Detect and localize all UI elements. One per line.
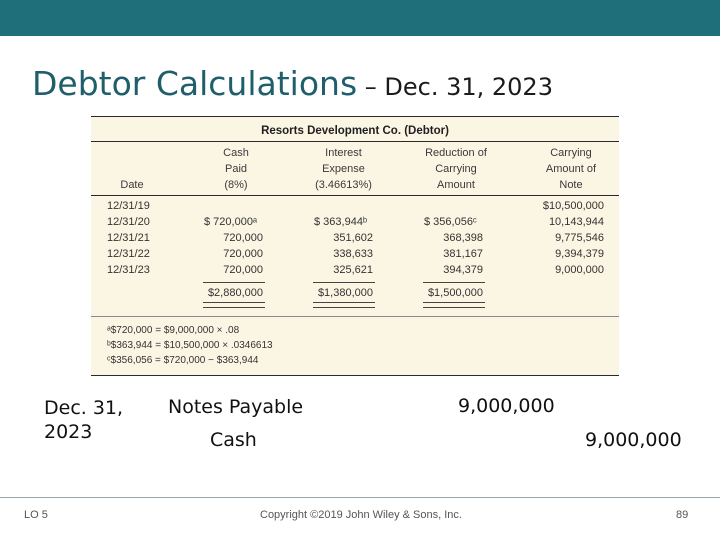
journal-credit-account: Cash [210,429,257,451]
footer-lo: LO 5 [24,509,48,521]
table-header-rule [91,195,619,196]
journal-debit-amount: 9,000,000 [458,395,555,417]
total-interest: $1,380,000 [317,287,373,299]
footnote-c: ᶜ$356,056 = $720,000 − $363,944 [107,355,259,366]
header-interest-expense: Interest Expense (3.46613%) [315,147,372,191]
top-band [0,0,720,36]
total-double-rule [423,302,485,308]
cell-reduction: $ 356,056ᶜ [424,216,477,228]
cell-interest: 338,633 [333,248,373,260]
cell-cash: 720,000 [223,232,263,244]
title-sub: – Dec. 31, 2023 [357,73,553,101]
footer-copyright: Copyright ©2019 John Wiley & Sons, Inc. [260,509,462,521]
cell-interest: 351,602 [333,232,373,244]
table-top-rule [91,116,619,117]
header-date: Date [120,179,144,191]
cell-reduction: 368,398 [443,232,483,244]
cell-reduction: 394,379 [443,264,483,276]
cell-cash: 720,000 [223,248,263,260]
cell-carrying: 9,394,379 [555,248,604,260]
title-main: Debtor Calculations [32,64,358,103]
cell-interest: 325,621 [333,264,373,276]
amortization-table [91,116,619,376]
subtotal-rule [423,282,485,283]
table-title-rule [91,141,619,142]
footer-page-number: 89 [676,509,689,521]
header-carrying-amount: Carrying Amount of Note [545,147,597,191]
cell-date: 12/31/21 [107,232,150,244]
cell-carrying: $10,500,000 [542,200,604,212]
journal-debit-account: Notes Payable [168,396,304,418]
header-reduction: Reduction of Carrying Amount [425,147,487,191]
table-title: Resorts Development Co. (Debtor) [261,125,449,137]
cell-carrying: 9,775,546 [555,232,604,244]
total-reduction: $1,500,000 [427,287,483,299]
slide-title [32,64,553,103]
cell-carrying: 9,000,000 [555,264,604,276]
subtotal-rule [313,282,375,283]
total-double-rule [313,302,375,308]
cell-reduction: 381,167 [443,248,483,260]
cell-date: 12/31/19 [107,200,150,212]
journal-credit-amount: 9,000,000 [585,429,682,451]
cell-date: 12/31/20 [107,216,150,228]
cell-interest: $ 363,944ᵇ [314,216,368,228]
table-bottom-rule [91,375,619,376]
footnote-a: ᵃ$720,000 = $9,000,000 × .08 [107,325,240,336]
footer-rule [0,497,720,498]
cell-cash: $ 720,000ᵃ [204,216,258,228]
cell-cash: 720,000 [223,264,263,276]
cell-date: 12/31/22 [107,248,150,260]
cell-date: 12/31/23 [107,264,150,276]
subtotal-rule [203,282,265,283]
total-double-rule [203,302,265,308]
header-cash-paid: Cash Paid (8%) [223,147,249,191]
cell-carrying: 10,143,944 [548,216,604,228]
footnote-rule [91,316,619,317]
total-cash: $2,880,000 [207,287,263,299]
footnote-b: ᵇ$363,944 = $10,500,000 × .0346613 [107,340,273,351]
journal-date: Dec. 31, 2023 [44,397,124,443]
